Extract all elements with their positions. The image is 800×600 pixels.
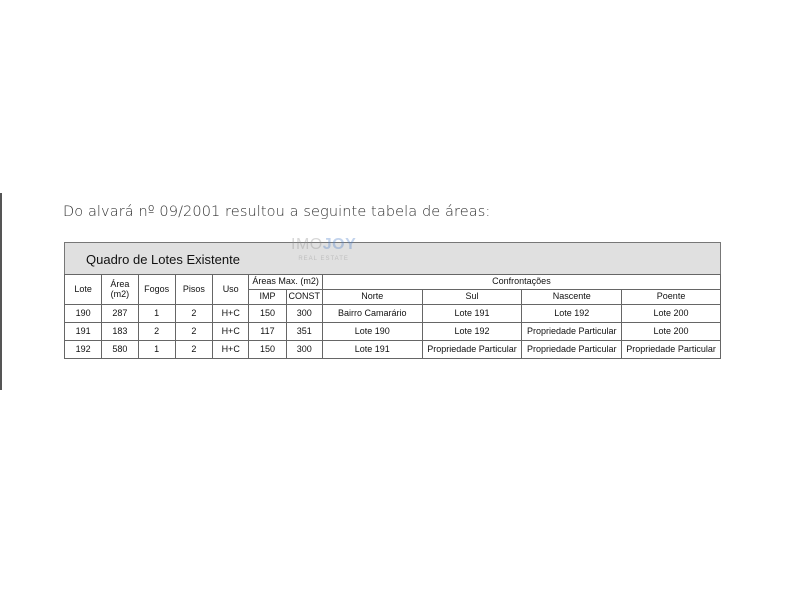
watermark-brand [291, 237, 356, 253]
header-area [102, 275, 138, 305]
table-title: Quadro de Lotes Existente [86, 252, 240, 267]
watermark-brand-accent: JOY [322, 236, 357, 253]
cell-pisos: 2 [175, 305, 212, 323]
cell-area: 183 [102, 323, 138, 341]
cell-const: 351 [286, 323, 322, 341]
cell-lote: 191 [65, 323, 102, 341]
cell-uso: H+C [213, 323, 249, 341]
cell-const: 300 [286, 341, 322, 359]
cell-poente: Lote 200 [622, 323, 721, 341]
cell-nascente: Lote 192 [522, 305, 622, 323]
cell-sul: Lote 192 [422, 323, 522, 341]
cell-uso: H+C [213, 305, 249, 323]
cell-area: 287 [102, 305, 138, 323]
cell-norte: Bairro Camarário [322, 305, 422, 323]
header-norte: Norte [322, 290, 422, 305]
header-uso: Uso [213, 275, 249, 305]
cell-sul: Propriedade Particular [422, 341, 522, 359]
watermark-brand-prefix: IMO [291, 236, 323, 253]
cell-uso: H+C [213, 341, 249, 359]
header-sul: Sul [422, 290, 522, 305]
cell-fogos: 2 [138, 323, 175, 341]
header-fogos: Fogos [138, 275, 175, 305]
cell-lote: 192 [65, 341, 102, 359]
cell-pisos: 2 [175, 323, 212, 341]
left-margin-rule [0, 193, 2, 390]
header-row-1 [65, 275, 721, 290]
cell-poente: Lote 200 [622, 305, 721, 323]
table-row [65, 305, 721, 323]
header-const: CONST [286, 290, 322, 305]
header-confrontacoes: Confrontações [322, 275, 720, 290]
cell-imp: 150 [249, 305, 286, 323]
table-title-bar [64, 236, 721, 275]
lots-table-panel [64, 236, 721, 362]
cell-nascente: Propriedade Particular [522, 323, 622, 341]
lots-table [64, 274, 721, 359]
table-row [65, 323, 721, 341]
cell-sul: Lote 191 [422, 305, 522, 323]
intro-text: Do alvará nº 09/2001 resultou a seguinte tabela de áreas: [63, 204, 491, 220]
cell-area: 580 [102, 341, 138, 359]
table-row [65, 341, 721, 359]
header-area-line1: Área [110, 278, 130, 289]
cell-fogos: 1 [138, 305, 175, 323]
header-poente: Poente [622, 290, 721, 305]
cell-imp: 117 [249, 323, 286, 341]
cell-poente: Propriedade Particular [622, 341, 721, 359]
cell-imp: 150 [249, 341, 286, 359]
watermark-tagline: REAL ESTATE [298, 256, 349, 262]
header-imp: IMP [249, 290, 286, 305]
cell-pisos: 2 [175, 341, 212, 359]
cell-norte: Lote 191 [322, 341, 422, 359]
cell-fogos: 1 [138, 341, 175, 359]
cell-nascente: Propriedade Particular [522, 341, 622, 359]
cell-norte: Lote 190 [322, 323, 422, 341]
header-areas-max: Áreas Max. (m2) [249, 275, 323, 290]
header-lote: Lote [65, 275, 102, 305]
cell-const: 300 [286, 305, 322, 323]
header-pisos: Pisos [175, 275, 212, 305]
cell-lote: 190 [65, 305, 102, 323]
watermark-logo [291, 237, 356, 262]
header-nascente: Nascente [522, 290, 622, 305]
header-area-line2: (m2) [110, 288, 130, 299]
